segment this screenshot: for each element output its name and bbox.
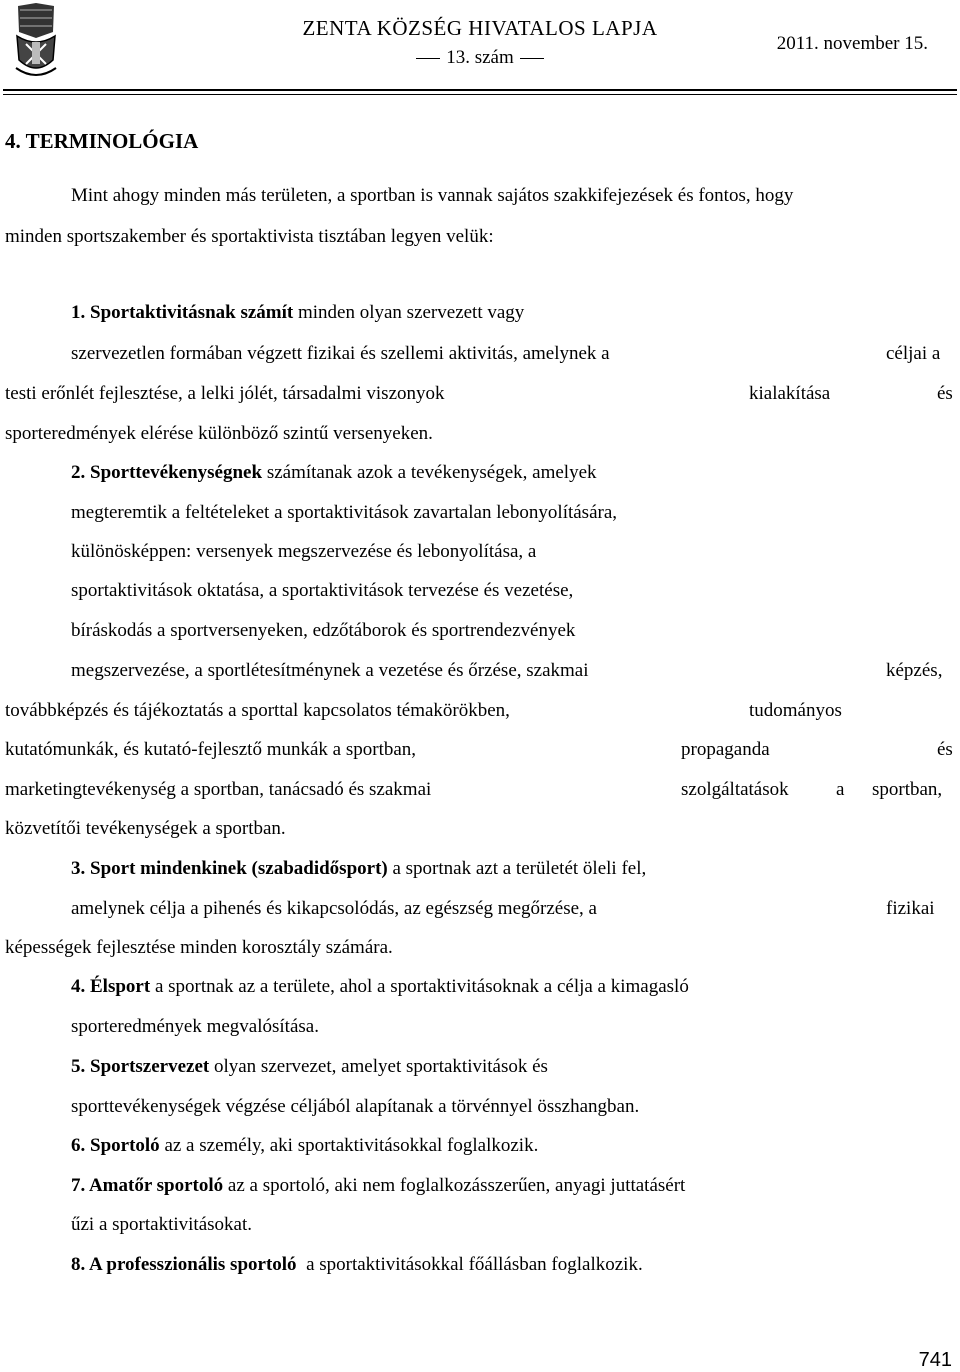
definition-line: sportban,: [872, 779, 943, 800]
definition-line: kialakítása: [749, 383, 831, 404]
definition-6: 6. Sportoló az a személy, aki sportaktivitásokkal foglalkozik.: [71, 1135, 539, 1156]
definition-line: különösképpen: versenyek megszervezése és lebonyolítása, a: [71, 541, 537, 562]
definition-line: propaganda: [681, 739, 770, 760]
definition-line: marketingtevékenység a sportban, tanácsadó és szakmai: [5, 779, 432, 800]
header-rule: [3, 89, 957, 91]
definition-line: képességek fejlesztése minden korosztály számára.: [5, 937, 393, 958]
definition-line: képzés,: [886, 660, 943, 681]
definition-line: szolgáltatások: [681, 779, 789, 800]
intro-line: Mint ahogy minden más területen, a sportban is vannak sajátos szakkifejezések és fontos, hogy: [71, 185, 794, 206]
definition-line: a: [836, 779, 845, 800]
issue-date: 2011. november 15.: [776, 33, 928, 54]
definition-line: amelynek célja a pihenés és kikapcsolódás, az egészség megőrzése, a: [71, 898, 597, 919]
page-number: 741: [918, 1349, 952, 1371]
header-rule-thin: [3, 94, 957, 95]
definition-line: megteremtik a feltételeket a sportaktivitások zavartalan lebonyolítására,: [71, 502, 618, 523]
term: 2. Sporttevékenységnek: [71, 462, 263, 483]
definition-line: közvetítői tevékenységek a sportban.: [5, 818, 286, 839]
definition-line: és: [937, 739, 953, 760]
definition-line: bíráskodás a sportversenyeken, edzőtáborok és sportrendezvények: [71, 620, 576, 641]
term: 7. Amatőr sportoló: [71, 1175, 224, 1196]
term: 8. A professzionális sportoló: [71, 1254, 297, 1275]
definition-line: sporteredmények megvalósítása.: [71, 1016, 319, 1037]
definition-4: 4. Élsport a sportnak az a területe, ahol a sportaktivitásoknak a célja a kimagasló: [71, 976, 689, 997]
publication-title: ZENTA KÖZSÉG HIVATALOS LAPJA: [302, 16, 658, 40]
definition-line: megszervezése, a sportlétesítménynek a vezetése és őrzése, szakmai: [71, 660, 589, 681]
definition-line: továbbképzés és tájékoztatás a sporttal kapcsolatos témakörökben,: [5, 700, 510, 721]
definition-5: 5. Sportszervezet olyan szervezet, amelyet sportaktivitások és: [71, 1056, 548, 1077]
coat-of-arms-icon: [12, 2, 60, 84]
intro-line: minden sportszakember és sportaktivista tisztában legyen velük:: [5, 226, 494, 247]
issue-number: [270, 47, 690, 69]
definition-1: 1. Sportaktivitásnak számít minden olyan szervezett vagy: [71, 302, 525, 323]
definition-3: 3. Sport mindenkinek (szabadidősport) a sportnak azt a területét öleli fel,: [71, 858, 647, 879]
term: 1. Sportaktivitásnak számít: [71, 302, 294, 323]
definition-2: 2. Sporttevékenységnek számítanak azok a tevékenységek, amelyek: [71, 462, 597, 483]
definition-line: sporttevékenységek végzése céljából alapítanak a törvénnyel összhangban.: [71, 1096, 640, 1117]
definition-line: sporteredmények elérése különböző szintű versenyeken.: [5, 423, 433, 444]
definition-line: sportaktivitások oktatása, a sportaktivitások tervezése és vezetése,: [71, 580, 574, 601]
definition-line: testi erőnlét fejlesztése, a lelki jólét, társadalmi viszonyok: [5, 383, 445, 404]
definition-line: szervezetlen formában végzett fizikai és szellemi aktivitás, amelynek a: [71, 343, 610, 364]
definition-line: tudományos: [749, 700, 842, 721]
definition-line: űzi a sportaktivitásokat.: [71, 1214, 252, 1235]
term: 4. Élsport: [71, 976, 151, 997]
term: 5. Sportszervezet: [71, 1056, 210, 1077]
definition-7: 7. Amatőr sportoló az a sportoló, aki nem foglalkozásszerűen, anyagi juttatásért: [71, 1175, 686, 1196]
definition-line: és: [937, 383, 953, 404]
issue-label: 13. szám: [446, 47, 514, 68]
definition-line: céljai a: [886, 343, 941, 364]
section-title: 4. TERMINOLÓGIA: [5, 129, 199, 153]
definition-line: kutatómunkák, és kutató-fejlesztő munkák a sportban,: [5, 739, 417, 760]
term: 6. Sportoló: [71, 1135, 160, 1156]
definition-line: fizikai: [886, 898, 935, 919]
definition-8: 8. A professzionális sportoló a sportaktivitásokkal főállásban foglalkozik.: [71, 1254, 643, 1275]
term: 3. Sport mindenkinek (szabadidősport): [71, 858, 388, 879]
